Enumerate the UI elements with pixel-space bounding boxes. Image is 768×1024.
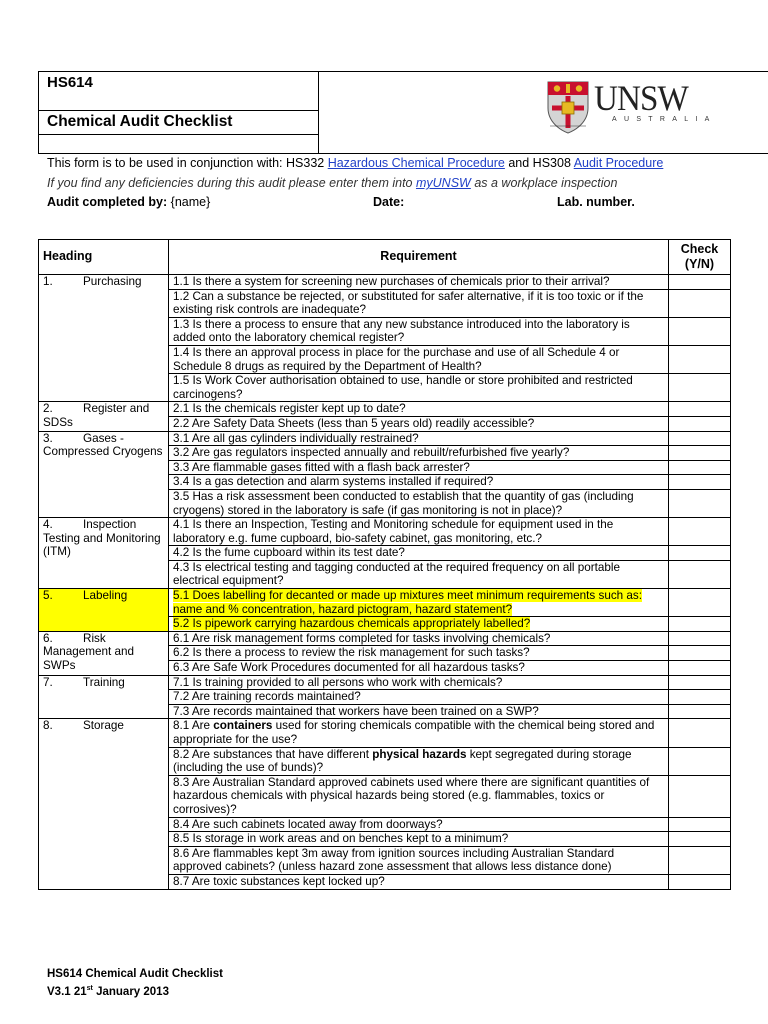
check-cell[interactable] bbox=[669, 747, 731, 775]
header-divider bbox=[318, 71, 319, 153]
requirement-cell bbox=[169, 374, 669, 402]
requirement-cell bbox=[169, 747, 669, 775]
unsw-wordmark: UNSW bbox=[594, 78, 688, 118]
requirement-cell bbox=[169, 431, 669, 446]
date-label: Date: bbox=[373, 195, 405, 209]
requirement-text: 1.2 Can a substance be rejected, or substituted for safer alternative, if it is too toxic or if the existing risk controls are inadequate? bbox=[173, 289, 644, 317]
requirement-cell bbox=[169, 704, 669, 719]
requirement-cell bbox=[169, 460, 669, 475]
requirement-cell bbox=[169, 646, 669, 661]
section-number: 1. bbox=[43, 275, 53, 288]
requirement-cell bbox=[169, 446, 669, 461]
requirement-cell bbox=[169, 719, 669, 747]
section-heading bbox=[39, 402, 169, 431]
table-row bbox=[39, 275, 731, 290]
requirement-text: 1.1 Is there a system for screening new purchases of chemicals prior to their arrival? bbox=[173, 275, 610, 288]
requirement-cell bbox=[169, 675, 669, 690]
table-row bbox=[39, 589, 731, 617]
requirement-cell bbox=[169, 832, 669, 847]
table-header-row bbox=[39, 240, 731, 275]
check-cell[interactable] bbox=[669, 874, 731, 889]
table-row bbox=[39, 402, 731, 417]
requirement-text: 8.7 Are toxic substances kept locked up? bbox=[173, 874, 385, 888]
requirement-text: 3.4 Is a gas detection and alarm systems installed if required? bbox=[173, 475, 494, 489]
check-cell[interactable] bbox=[669, 775, 731, 817]
footer-title: HS614 Chemical Audit Checklist bbox=[47, 968, 223, 980]
check-cell[interactable] bbox=[669, 275, 731, 290]
requirement-text: 5.1 Does labelling for decanted or made up mixtures meet minimum requirements such as: name and % concentration, hazard pictogram, hazard statement? bbox=[173, 589, 643, 616]
check-cell[interactable] bbox=[669, 631, 731, 646]
requirement-text: 1.4 Is there an approval process in place for the purchase and use of all Schedule 4 or Schedule 8 drugs as required by the Department of Health? bbox=[173, 345, 620, 373]
column-header-heading: Heading bbox=[39, 240, 169, 275]
requirement-text: 1.5 Is Work Cover authorisation obtained to use, handle or store prohibited and restricted carcinogens? bbox=[173, 374, 633, 401]
audit-procedure-link[interactable]: Audit Procedure bbox=[573, 156, 664, 170]
check-cell[interactable] bbox=[669, 402, 731, 417]
section-number: 4. bbox=[43, 518, 53, 532]
intro-text: as a workplace inspection bbox=[470, 176, 618, 190]
requirement-text: 4.3 Is electrical testing and tagging conducted at the required frequency on all portable electrical equipment? bbox=[173, 560, 621, 588]
requirement-cell bbox=[169, 589, 669, 617]
unsw-crest-icon bbox=[546, 80, 590, 134]
requirement-text: 7.3 Are records maintained that workers have been trained on a SWP? bbox=[173, 704, 539, 718]
requirement-text: 2.2 Are Safety Data Sheets (less than 5 years old) readily accessible? bbox=[173, 416, 535, 430]
hazardous-chemical-procedure-link[interactable]: Hazardous Chemical Procedure bbox=[327, 156, 505, 170]
footer-version-text: V3.1 21 bbox=[47, 985, 87, 998]
check-cell[interactable] bbox=[669, 690, 731, 705]
table-row bbox=[39, 631, 731, 646]
section-title: Purchasing bbox=[83, 275, 142, 288]
requirement-cell bbox=[169, 402, 669, 417]
audit-completed-value[interactable]: {name} bbox=[170, 195, 211, 209]
section-title: Risk Management and SWPs bbox=[43, 631, 134, 673]
table-row bbox=[39, 719, 731, 747]
requirement-cell bbox=[169, 846, 669, 874]
section-number: 3. bbox=[43, 431, 53, 445]
requirement-text: 8.6 Are flammables kept 3m away from ignition sources including Australian Standard approved cabinets? (unless hazard zone assessment that allows less distance done) bbox=[173, 846, 615, 874]
section-number: 6. bbox=[43, 631, 53, 645]
requirement-cell bbox=[169, 661, 669, 676]
check-cell[interactable] bbox=[669, 374, 731, 402]
section-heading bbox=[39, 431, 169, 518]
requirement-text: 3.2 Are gas regulators inspected annually and rebuilt/refurbished five yearly? bbox=[173, 446, 570, 460]
section-heading bbox=[39, 589, 169, 632]
intro-text: This form is to be used in conjunction with: HS332 bbox=[47, 156, 328, 170]
audit-completed-by bbox=[47, 195, 210, 209]
header-row-divider bbox=[38, 134, 318, 135]
requirement-cell bbox=[169, 631, 669, 646]
requirement-text: 3.1 Are all gas cylinders individually restrained? bbox=[173, 431, 419, 445]
section-title: Inspection Testing and Monitoring (ITM) bbox=[43, 518, 161, 559]
requirement-text: 7.2 Are training records maintained? bbox=[173, 690, 361, 704]
header-row-divider bbox=[38, 110, 318, 111]
document-id: HS614 bbox=[47, 74, 93, 91]
lab-number-label: Lab. number. bbox=[557, 195, 635, 209]
requirement-text: 6.2 Is there a process to review the risk management for such tasks? bbox=[173, 646, 530, 660]
requirement-cell bbox=[169, 775, 669, 817]
header-top-border bbox=[38, 71, 768, 72]
requirement-text: 4.2 Is the fume cupboard within its test date? bbox=[173, 546, 405, 560]
audit-checklist-table bbox=[38, 239, 731, 890]
check-cell[interactable] bbox=[669, 489, 731, 517]
section-heading bbox=[39, 675, 169, 719]
requirement-cell bbox=[169, 475, 669, 490]
footer-version-sup: st bbox=[86, 985, 93, 992]
requirement-text: 3.3 Are flammable gases fitted with a flash back arrester? bbox=[173, 460, 470, 474]
requirement-text: 8.4 Are such cabinets located away from doorways? bbox=[173, 817, 443, 831]
table-row bbox=[39, 431, 731, 446]
requirement-text: 6.3 Are Safe Work Procedures documented for all hazardous tasks? bbox=[173, 661, 525, 675]
check-cell[interactable] bbox=[669, 431, 731, 446]
check-cell[interactable] bbox=[669, 589, 731, 617]
requirement-text: 8.1 Are containers used for storing chemicals compatible with the chemical being stored and appropriate for the use? bbox=[173, 719, 655, 746]
table-row bbox=[39, 518, 731, 546]
intro-line-2 bbox=[47, 176, 617, 190]
check-cell[interactable] bbox=[669, 460, 731, 475]
requirement-text: 3.5 Has a risk assessment been conducted to establish that the quantity of gas (including cryogens) stored in the laboratory is safe (if gas monitoring is not in place)? bbox=[173, 489, 634, 517]
check-cell[interactable] bbox=[669, 817, 731, 832]
section-number: 5. bbox=[43, 589, 53, 603]
requirement-cell bbox=[169, 275, 669, 290]
check-cell[interactable] bbox=[669, 289, 731, 317]
check-cell[interactable] bbox=[669, 416, 731, 431]
check-cell[interactable] bbox=[669, 719, 731, 747]
requirement-cell bbox=[169, 489, 669, 517]
myunsw-link[interactable]: myUNSW bbox=[415, 176, 471, 190]
requirement-text: 7.1 Is training provided to all persons who work with chemicals? bbox=[173, 675, 503, 689]
requirement-text: 6.1 Are risk management forms completed for tasks involving chemicals? bbox=[173, 631, 551, 645]
requirement-cell bbox=[169, 317, 669, 345]
section-number: 7. bbox=[43, 675, 53, 689]
check-cell[interactable] bbox=[669, 446, 731, 461]
requirement-text: 1.3 Is there a process to ensure that any new substance introduced into the laboratory is added onto the laboratory chemical register? bbox=[173, 317, 630, 345]
requirement-cell bbox=[169, 817, 669, 832]
check-cell[interactable] bbox=[669, 617, 731, 632]
unsw-subtext: AUSTRALIA bbox=[612, 116, 717, 123]
intro-line-1 bbox=[47, 156, 663, 170]
check-cell[interactable] bbox=[669, 832, 731, 847]
requirement-cell bbox=[169, 289, 669, 317]
column-header-check: Check (Y/N) bbox=[669, 240, 731, 275]
check-cell[interactable] bbox=[669, 560, 731, 588]
requirement-cell bbox=[169, 690, 669, 705]
check-cell[interactable] bbox=[669, 475, 731, 490]
document-title: Chemical Audit Checklist bbox=[47, 113, 233, 130]
requirement-text: 2.1 Is the chemicals register kept up to date? bbox=[173, 402, 406, 416]
section-title: Storage bbox=[83, 719, 124, 733]
check-cell[interactable] bbox=[669, 661, 731, 676]
intro-text: and HS308 bbox=[504, 156, 574, 170]
section-title: Gases - Compressed Cryogens bbox=[43, 431, 163, 459]
header-left-border bbox=[38, 71, 39, 153]
section-title: Training bbox=[83, 675, 125, 689]
check-cell[interactable] bbox=[669, 846, 731, 874]
requirement-cell bbox=[169, 546, 669, 561]
section-title: Labeling bbox=[83, 589, 128, 603]
check-cell[interactable] bbox=[669, 675, 731, 690]
check-cell[interactable] bbox=[669, 518, 731, 546]
requirement-text: 8.3 Are Australian Standard approved cabinets used where there are significant quantities of hazardous chemicals with physical hazards being stored (e.g. flammables, toxics or corrosives)? bbox=[173, 775, 650, 816]
requirement-cell bbox=[169, 560, 669, 588]
requirement-cell bbox=[169, 617, 669, 632]
section-number: 8. bbox=[43, 719, 53, 733]
requirement-cell bbox=[169, 518, 669, 546]
requirement-cell bbox=[169, 416, 669, 431]
check-cell[interactable] bbox=[669, 704, 731, 719]
column-header-requirement: Requirement bbox=[169, 240, 669, 275]
requirement-text: 5.2 Is pipework carrying hazardous chemicals appropriately labelled? bbox=[173, 617, 531, 631]
section-heading bbox=[39, 719, 169, 889]
check-cell[interactable] bbox=[669, 546, 731, 561]
section-number: 2. bbox=[43, 402, 53, 416]
footer-version-date: January 2013 bbox=[92, 985, 169, 998]
requirement-cell bbox=[169, 345, 669, 373]
header-bottom-border bbox=[38, 153, 768, 154]
section-heading bbox=[39, 518, 169, 589]
intro-text: If you find any deficiencies during this audit please enter them into bbox=[47, 176, 416, 190]
requirement-text: 8.5 Is storage in work areas and on benches kept to a minimum? bbox=[173, 832, 509, 846]
check-cell[interactable] bbox=[669, 646, 731, 661]
section-title: Register and SDSs bbox=[43, 402, 150, 429]
section-heading bbox=[39, 631, 169, 675]
section-heading bbox=[39, 275, 169, 402]
requirement-cell bbox=[169, 874, 669, 889]
check-cell[interactable] bbox=[669, 317, 731, 345]
footer-version bbox=[47, 985, 169, 998]
requirement-text: 8.2 Are substances that have different physical hazards kept segregated during storage (including the use of bunds)? bbox=[173, 747, 632, 775]
table-row bbox=[39, 675, 731, 690]
check-cell[interactable] bbox=[669, 345, 731, 373]
audit-completed-label: Audit completed by: bbox=[47, 195, 168, 209]
requirement-text: 4.1 Is there an Inspection, Testing and Monitoring schedule for equipment used in the laboratory e.g. fume cupboard, bio-safety cabinet, gas monitoring, etc.? bbox=[173, 518, 614, 545]
